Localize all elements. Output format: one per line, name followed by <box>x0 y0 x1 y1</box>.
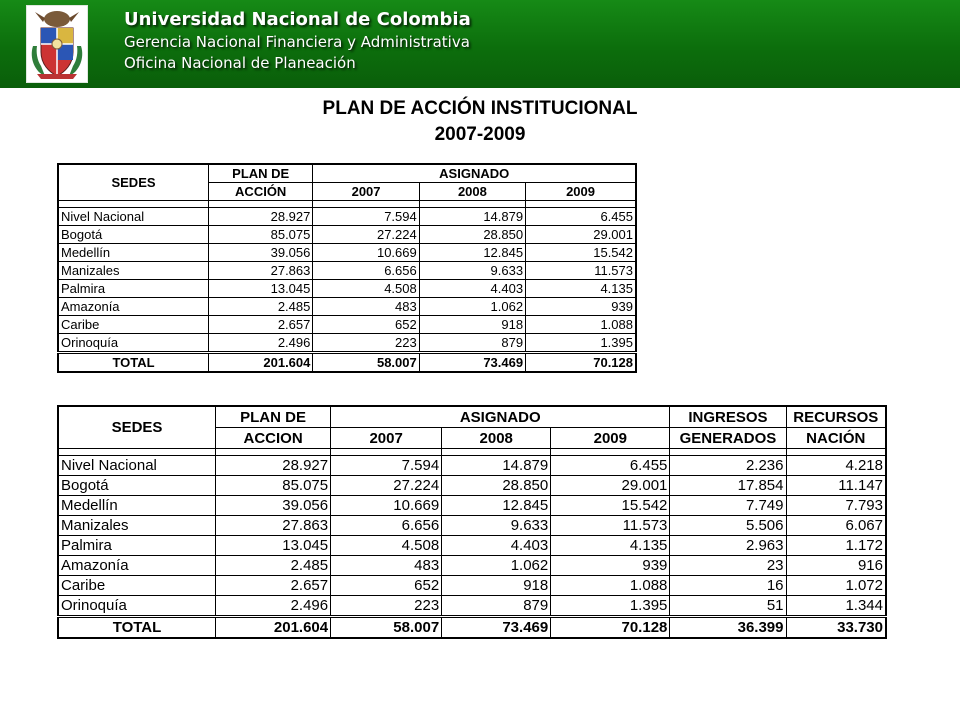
plan-cell: 2.657 <box>209 316 313 334</box>
ingresos-cell: 51 <box>670 596 786 617</box>
y2008-cell: 879 <box>419 334 525 353</box>
table-row <box>58 596 886 617</box>
table-row <box>58 244 636 262</box>
y2009-cell: 939 <box>551 556 670 576</box>
plan-cell: 28.927 <box>216 456 331 476</box>
y2008-cell: 28.850 <box>442 476 551 496</box>
total-label: TOTAL <box>58 617 216 639</box>
ingresos-cell: 7.749 <box>670 496 786 516</box>
table-row <box>58 456 886 476</box>
y2009-cell: 29.001 <box>526 226 636 244</box>
header-asignado: ASIGNADO <box>331 406 670 428</box>
y2007-cell: 483 <box>331 556 442 576</box>
table-row <box>58 536 886 556</box>
ingresos-cell: 16 <box>670 576 786 596</box>
sede-name-cell: Caribe <box>58 316 209 334</box>
header-recursos-line-1: RECURSOS <box>786 406 886 428</box>
recursos-cell: 1.072 <box>786 576 886 596</box>
total-2007: 58.007 <box>313 353 419 373</box>
total-2008: 73.469 <box>419 353 525 373</box>
ingresos-cell: 2.236 <box>670 456 786 476</box>
y2007-cell: 652 <box>313 316 419 334</box>
sede-name-cell: Palmira <box>58 536 216 556</box>
y2007-cell: 27.224 <box>313 226 419 244</box>
plan-cell: 28.927 <box>209 208 313 226</box>
total-ingresos: 36.399 <box>670 617 786 639</box>
total-row <box>58 353 636 373</box>
header-banner <box>0 0 960 88</box>
y2007-cell: 27.224 <box>331 476 442 496</box>
ingresos-cell: 2.963 <box>670 536 786 556</box>
plan-cell: 2.496 <box>209 334 313 353</box>
header-year-2009: 2009 <box>526 183 636 201</box>
table-row <box>58 576 886 596</box>
y2008-cell: 14.879 <box>419 208 525 226</box>
y2007-cell: 4.508 <box>331 536 442 556</box>
total-plan: 201.604 <box>209 353 313 373</box>
y2009-cell: 4.135 <box>526 280 636 298</box>
table-row <box>58 316 636 334</box>
plan-cell: 13.045 <box>216 536 331 556</box>
title-line-1: PLAN DE ACCIÓN INSTITUCIONAL <box>322 98 638 119</box>
table-row <box>58 208 636 226</box>
table-row <box>58 298 636 316</box>
budget-table-assigned <box>57 163 637 373</box>
header-year-2007: 2007 <box>331 428 442 449</box>
plan-cell: 39.056 <box>216 496 331 516</box>
y2009-cell: 15.542 <box>526 244 636 262</box>
y2009-cell: 6.455 <box>551 456 670 476</box>
plan-cell: 27.863 <box>209 262 313 280</box>
department-name: Gerencia Nacional Financiera y Administrativa <box>124 33 470 51</box>
sede-name-cell: Bogotá <box>58 226 209 244</box>
sede-name-cell: Manizales <box>58 516 216 536</box>
university-name: Universidad Nacional de Colombia <box>124 9 471 30</box>
sede-name-cell: Medellín <box>58 244 209 262</box>
y2008-cell: 4.403 <box>419 280 525 298</box>
y2007-cell: 223 <box>331 596 442 617</box>
y2008-cell: 9.633 <box>419 262 525 280</box>
table-row <box>58 280 636 298</box>
sede-name-cell: Bogotá <box>58 476 216 496</box>
sede-name-cell: Orinoquía <box>58 596 216 617</box>
table-row <box>58 496 886 516</box>
header-sedes: SEDES <box>58 164 209 201</box>
recursos-cell: 6.067 <box>786 516 886 536</box>
header-ingresos-line-1: INGRESOS <box>670 406 786 428</box>
header-plan-line-1: PLAN DE <box>216 406 331 428</box>
y2007-cell: 10.669 <box>331 496 442 516</box>
table-row <box>58 334 636 353</box>
y2007-cell: 7.594 <box>331 456 442 476</box>
table-row <box>58 516 886 536</box>
y2008-cell: 918 <box>419 316 525 334</box>
title-line-2: 2007-2009 <box>434 124 526 145</box>
ingresos-cell: 23 <box>670 556 786 576</box>
table-row <box>58 556 886 576</box>
plan-cell: 85.075 <box>216 476 331 496</box>
recursos-cell: 1.344 <box>786 596 886 617</box>
y2009-cell: 1.088 <box>526 316 636 334</box>
recursos-cell: 11.147 <box>786 476 886 496</box>
y2009-cell: 11.573 <box>526 262 636 280</box>
y2008-cell: 879 <box>442 596 551 617</box>
header-year-2008: 2008 <box>419 183 525 201</box>
sede-name-cell: Orinoquía <box>58 334 209 353</box>
y2009-cell: 4.135 <box>551 536 670 556</box>
y2009-cell: 11.573 <box>551 516 670 536</box>
ingresos-cell: 5.506 <box>670 516 786 536</box>
page-title <box>0 96 960 148</box>
total-row <box>58 617 886 639</box>
sede-name-cell: Amazonía <box>58 556 216 576</box>
y2007-cell: 4.508 <box>313 280 419 298</box>
table-row <box>58 262 636 280</box>
y2007-cell: 652 <box>331 576 442 596</box>
sede-name-cell: Amazonía <box>58 298 209 316</box>
y2008-cell: 14.879 <box>442 456 551 476</box>
y2008-cell: 28.850 <box>419 226 525 244</box>
total-2009: 70.128 <box>551 617 670 639</box>
recursos-cell: 4.218 <box>786 456 886 476</box>
total-plan: 201.604 <box>216 617 331 639</box>
coat-of-arms-icon <box>27 6 87 82</box>
plan-cell: 27.863 <box>216 516 331 536</box>
recursos-cell: 7.793 <box>786 496 886 516</box>
plan-cell: 2.485 <box>209 298 313 316</box>
y2008-cell: 1.062 <box>442 556 551 576</box>
sede-name-cell: Caribe <box>58 576 216 596</box>
y2009-cell: 1.395 <box>551 596 670 617</box>
y2009-cell: 1.395 <box>526 334 636 353</box>
total-2008: 73.469 <box>442 617 551 639</box>
y2007-cell: 10.669 <box>313 244 419 262</box>
plan-cell: 2.496 <box>216 596 331 617</box>
header-year-2007: 2007 <box>313 183 419 201</box>
recursos-cell: 1.172 <box>786 536 886 556</box>
y2009-cell: 6.455 <box>526 208 636 226</box>
header-recursos-line-2: NACIÓN <box>786 428 886 449</box>
header-year-2009: 2009 <box>551 428 670 449</box>
plan-cell: 39.056 <box>209 244 313 262</box>
y2007-cell: 7.594 <box>313 208 419 226</box>
y2007-cell: 223 <box>313 334 419 353</box>
y2008-cell: 4.403 <box>442 536 551 556</box>
y2007-cell: 483 <box>313 298 419 316</box>
header-sedes: SEDES <box>58 406 216 449</box>
sede-name-cell: Nivel Nacional <box>58 456 216 476</box>
header-plan-line-2: ACCION <box>216 428 331 449</box>
y2009-cell: 15.542 <box>551 496 670 516</box>
plan-cell: 2.657 <box>216 576 331 596</box>
y2008-cell: 9.633 <box>442 516 551 536</box>
header-ingresos-line-2: GENERADOS <box>670 428 786 449</box>
y2009-cell: 29.001 <box>551 476 670 496</box>
y2009-cell: 1.088 <box>551 576 670 596</box>
table-body <box>58 456 886 617</box>
university-logo <box>26 5 88 83</box>
sede-name-cell: Medellín <box>58 496 216 516</box>
plan-cell: 2.485 <box>216 556 331 576</box>
y2008-cell: 12.845 <box>442 496 551 516</box>
y2007-cell: 6.656 <box>331 516 442 536</box>
table-row <box>58 476 886 496</box>
sede-name-cell: Palmira <box>58 280 209 298</box>
header-asignado: ASIGNADO <box>313 164 636 183</box>
header-year-2008: 2008 <box>442 428 551 449</box>
plan-cell: 85.075 <box>209 226 313 244</box>
sede-name-cell: Manizales <box>58 262 209 280</box>
header-text <box>124 8 471 74</box>
y2009-cell: 939 <box>526 298 636 316</box>
y2008-cell: 1.062 <box>419 298 525 316</box>
y2008-cell: 12.845 <box>419 244 525 262</box>
total-2009: 70.128 <box>526 353 636 373</box>
total-label: TOTAL <box>58 353 209 373</box>
table-row <box>58 226 636 244</box>
table-body <box>58 208 636 353</box>
header-plan-line-1: PLAN DE <box>209 164 313 183</box>
y2008-cell: 918 <box>442 576 551 596</box>
plan-cell: 13.045 <box>209 280 313 298</box>
recursos-cell: 916 <box>786 556 886 576</box>
y2007-cell: 6.656 <box>313 262 419 280</box>
total-2007: 58.007 <box>331 617 442 639</box>
budget-table-sources <box>57 405 887 639</box>
office-name: Oficina Nacional de Planeación <box>124 54 356 72</box>
sede-name-cell: Nivel Nacional <box>58 208 209 226</box>
header-plan-line-2: ACCIÓN <box>209 183 313 201</box>
ingresos-cell: 17.854 <box>670 476 786 496</box>
total-recursos: 33.730 <box>786 617 886 639</box>
